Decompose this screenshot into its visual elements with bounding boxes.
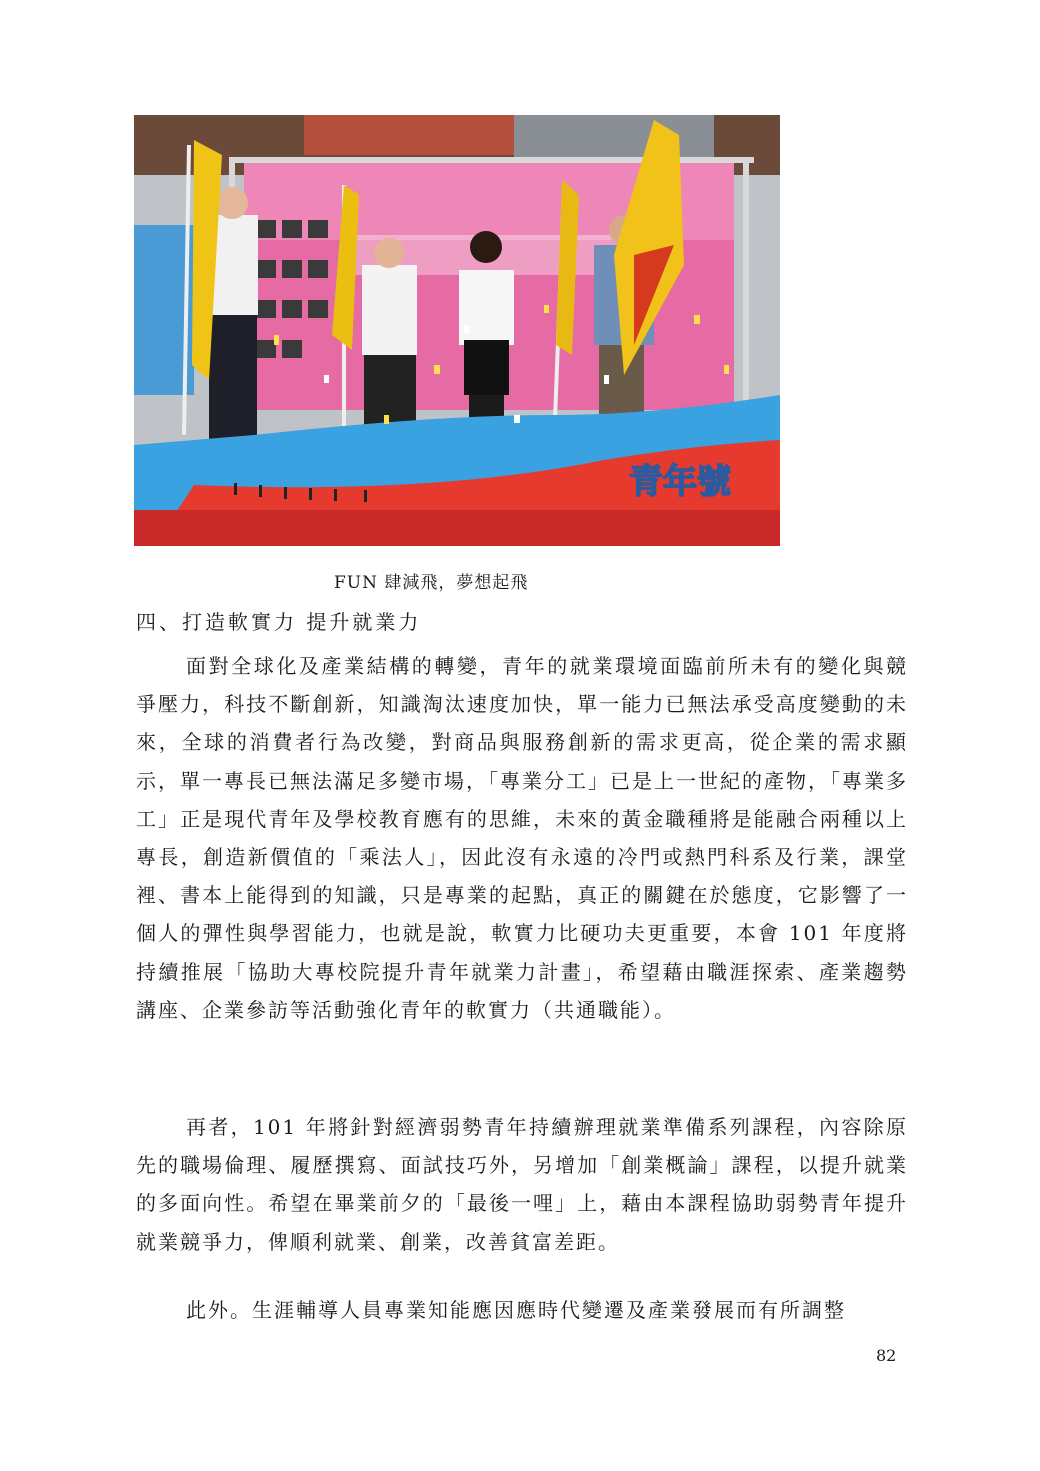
paragraph-3: 此外。生涯輔導人員專業知能應因應時代變遷及產業發展而有所調整 (186, 1298, 846, 1322)
section-heading: 四、打造軟實力 提升就業力 (136, 610, 422, 634)
stage-banner-text: 青年號 (629, 462, 731, 502)
paragraph-2: 再者，101 年將針對經濟弱勢青年持續辦理就業準備系列課程，內容除原先的職場倫理、履歷撰寫、面試技巧外，另增加「創業概論」課程，以提升就業的多面向性。希望在畢業前夕的「最後一哩」上，藉由本課程協助弱勢青年提升就業競爭力，俾順利就業、創業，改善貧富差距。 (136, 1115, 908, 1254)
page-number: 82 (876, 1346, 897, 1365)
ceremony-photo (134, 115, 780, 546)
paragraph-1: 面對全球化及產業結構的轉變，青年的就業環境面臨前所未有的變化與競爭壓力，科技不斷創新，知識淘汰速度加快，單一能力已無法承受高度變動的未來，全球的消費者行為改變，對商品與服務創新的需求更高，從企業的需求顯示，單一專長已無法滿足多變市場，「專業分工」已是上一世紀的產物，「專業多工」正是現代青年及學校教育應有的思維，未來的黃金職種將是能融合兩種以上專長，創造新價值的「乘法人」，因此沒有永遠的冷門或熱門科系及行業，課堂裡、書本上能得到的知識，只是專業的起點，真正的關鍵在於態度，它影響了一個人的彈性與學習能力，也就是說，軟實力比硬功夫更重要，本會 101 年度將持續推展「協助大專校院提升青年就業力計畫」，希望藉由職涯探索、產業趨勢講座、企業參訪等活動強化青年的軟實力（共通職能）。 (136, 654, 908, 1022)
photo-caption: FUN 肆減飛，夢想起飛 (334, 573, 529, 593)
